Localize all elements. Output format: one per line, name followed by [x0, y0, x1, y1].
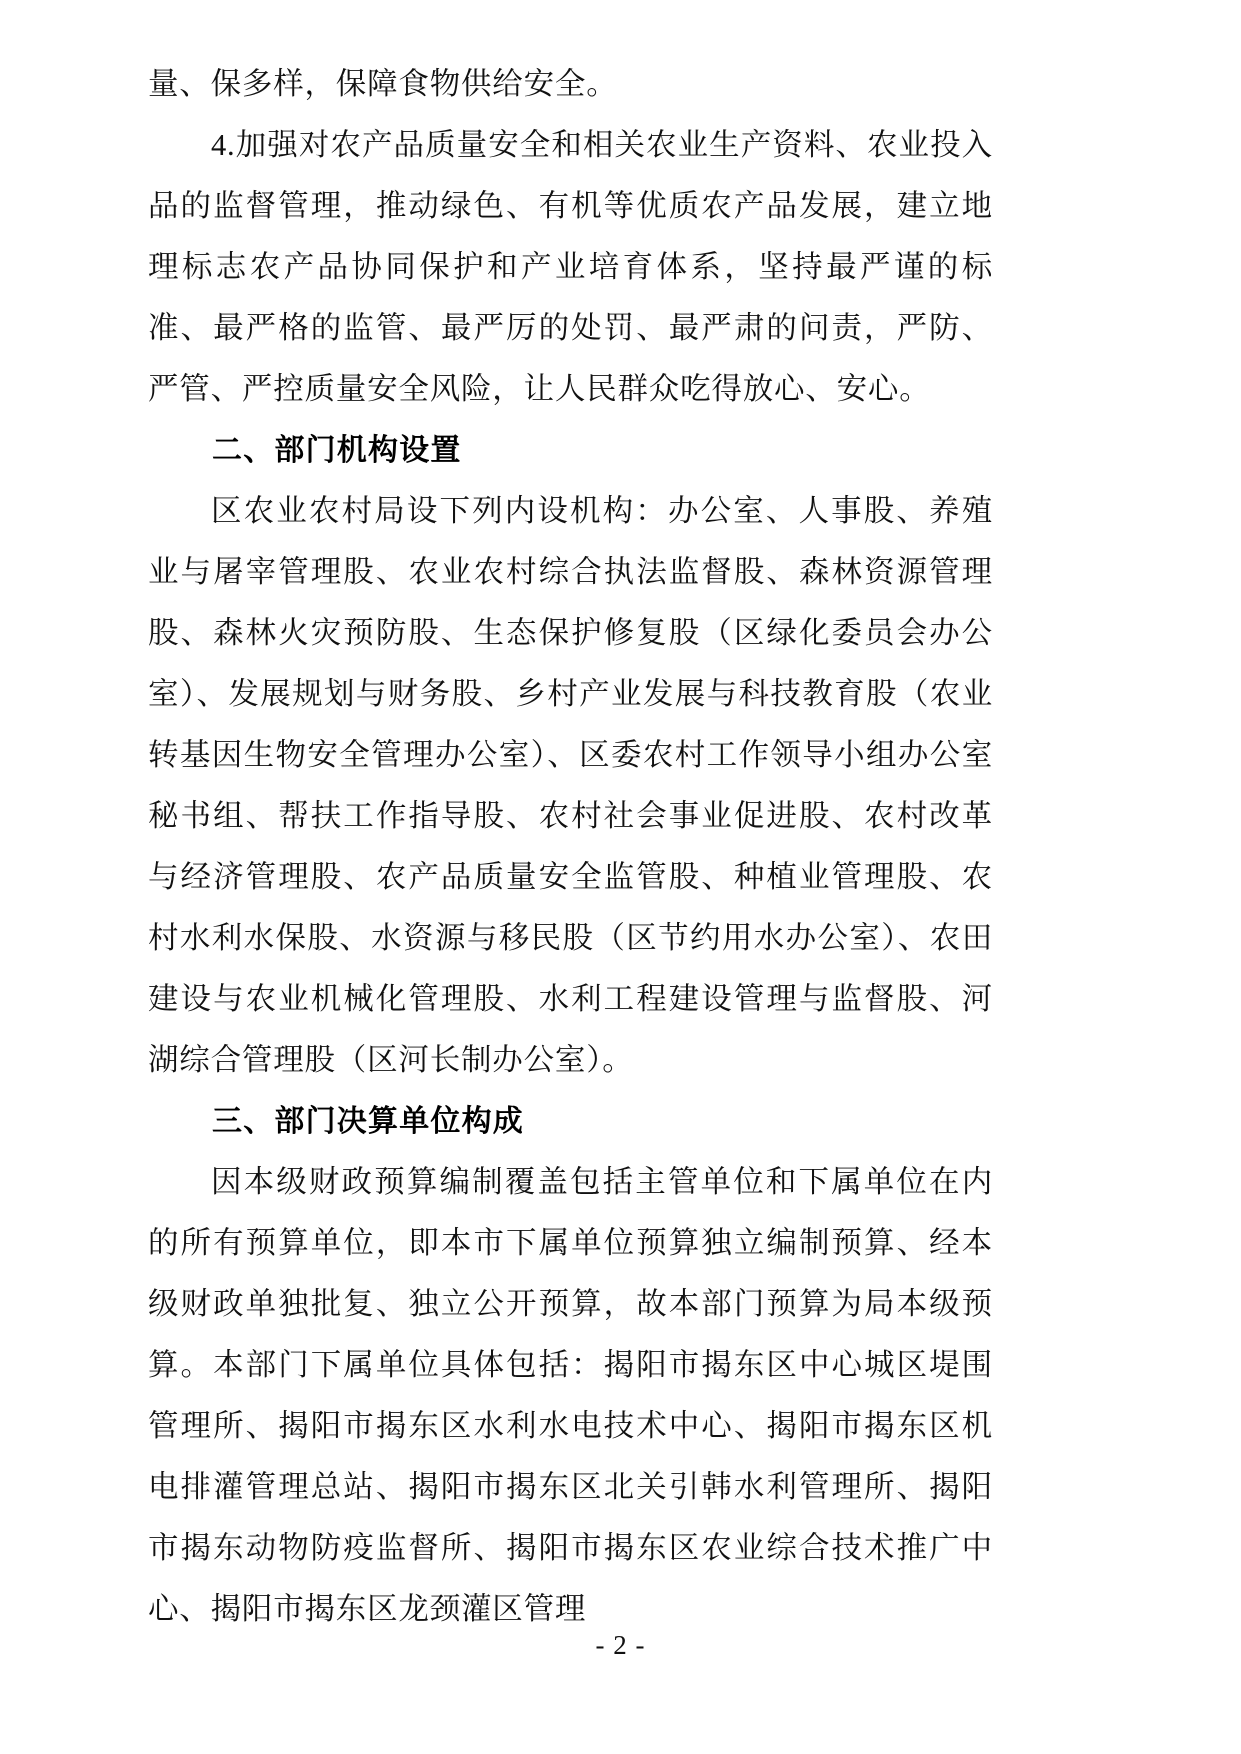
body-item-4-paragraph: 4.加强对农产品质量安全和相关农业生产资料、农业投入品的监督管理，推动绿色、有机等优质农产品发展，建立地理标志农产品协同保护和产业培育体系，坚持最严谨的标准、最严格的监管、最严厉的处罚、最严肃的问责，严防、严管、严控质量安全风险，让人民群众吃得放心、安心。 — [148, 128, 993, 406]
section-two-paragraph: 区农业农村局设下列内设机构：办公室、人事股、养殖业与屠宰管理股、农业农村综合执法监督股、森林资源管理股、森林火灾预防股、生态保护修复股（区绿化委员会办公室）、发展规划与财务股、乡村产业发展与科技教育股（农业转基因生物安全管理办公室）、区委农村工作领导小组办公室秘书组、帮扶工作指导股、农村社会事业促进股、农村改革与经济管理股、农产品质量安全监管股、种植业管理股、农村水利水保股、水资源与移民股（区节约用水办公室）、农田建设与农业机械化管理股、水利工程建设管理与监督股、河湖综合管理股（区河长制办公室）。 — [148, 494, 993, 1077]
section-three-paragraph: 因本级财政预算编制覆盖包括主管单位和下属单位在内的所有预算单位，即本市下属单位预算独立编制预算、经本级财政单独批复、独立公开预算，故本部门预算为局本级预算。本部门下属单位具体包括：揭阳市揭东区中心城区堤围管理所、揭阳市揭东区水利水电技术中心、揭阳市揭东区机电排灌管理总站、揭阳市揭东区北关引韩水利管理所、揭阳市揭东动物防疫监督所、揭阳市揭东区农业综合技术推广中心、揭阳市揭东区龙颈灌区管理 — [148, 1165, 993, 1626]
section-two-heading: 二、部门机构设置 — [212, 434, 462, 467]
page-content — [148, 54, 993, 1640]
page-number: - 2 - — [595, 1630, 646, 1660]
continued-paragraph: 量、保多样，保障食物供给安全。 — [148, 67, 618, 101]
section-three-heading: 三、部门决算单位构成 — [212, 1105, 524, 1138]
